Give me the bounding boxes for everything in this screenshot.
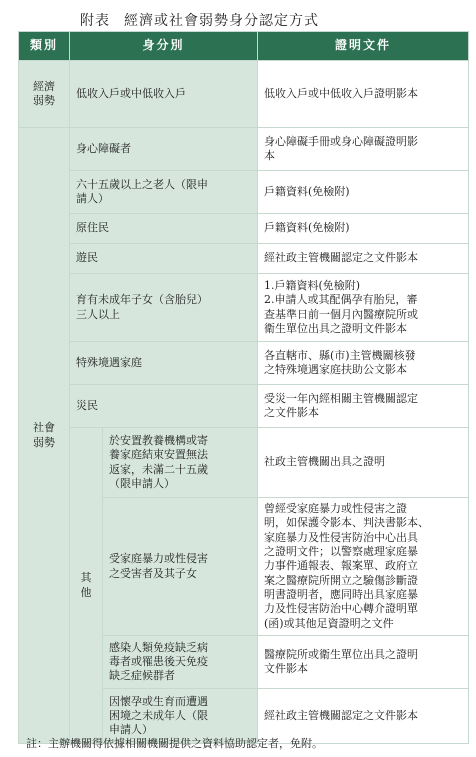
document-cell: 戶籍資料(免檢附) xyxy=(258,214,469,244)
table-row xyxy=(19,244,469,274)
table-row xyxy=(19,128,469,171)
subcategory-other: 其 他 xyxy=(70,428,103,744)
identity-cell: 原住民 xyxy=(70,214,258,244)
identity-cell: 特殊境遇家庭 xyxy=(70,342,258,385)
identity-cell: 六十五歲以上之老人（限申 請人） xyxy=(70,171,258,214)
document-cell: 曾經受家庭暴力或性侵害之證 明，如保護令影本、判決書影本、 家庭暴力及性侵害防治中心出具 之證明文件；以警察處理家庭暴 力事件通報表、報案單、政府立 案之醫療院所開立之驗傷診斷證 明書證明者，應同時出具家庭暴 力及性侵害防治中心轉介證明單 (函)或其他足資證明之文件 xyxy=(258,498,469,636)
table-row xyxy=(19,274,469,342)
table-row xyxy=(19,214,469,244)
caption-prefix: 附表 xyxy=(80,13,110,29)
document-cell: 身心障礙手冊或身心障礙證明影 本 xyxy=(258,128,469,171)
table-row xyxy=(19,428,469,498)
table-caption xyxy=(80,10,319,30)
document-cell: 經社政主管機關認定之文件影本 xyxy=(258,244,469,274)
identity-cell: 遊民 xyxy=(70,244,258,274)
identity-cell: 育有未成年子女（含胎兒） 三人以上 xyxy=(70,274,258,342)
document-cell: 各直轄市、縣(市)主管機關核發 之特殊境遇家庭扶助公文影本 xyxy=(258,342,469,385)
category-economic: 經濟 弱勢 xyxy=(19,61,70,128)
table-row xyxy=(19,385,469,428)
table-row xyxy=(19,342,469,385)
identity-cell: 低收入戶或中低收入戶 xyxy=(70,61,258,128)
document-cell: 1.戶籍資料(免檢附) 2.申請人或其配偶孕有胎兒，審 查基準日前一個月內醫療院所或 衛生單位出具之證明文件影本 xyxy=(258,274,469,342)
identity-cell: 災民 xyxy=(70,385,258,428)
document-cell: 低收入戶或中低收入戶證明影本 xyxy=(258,61,469,128)
document-cell: 戶籍資料(免檢附) xyxy=(258,171,469,214)
table-row xyxy=(19,61,469,128)
identity-cell: 感染人類免疫缺乏病 毒者或罹患後天免疫 缺乏症候群者 xyxy=(103,636,258,689)
document-cell: 社政主管機關出具之證明 xyxy=(258,428,469,498)
document-cell: 醫療院所或衛生單位出具之證明 文件影本 xyxy=(258,636,469,689)
identity-cell: 身心障礙者 xyxy=(70,128,258,171)
identity-cell: 因懷孕或生育而遭遇 困境之未成年人（限 申請人） xyxy=(103,689,258,744)
identity-cell: 於安置教養機構或寄 養家庭結束安置無法 返家，未滿二十五歲 （限申請人） xyxy=(103,428,258,498)
category-social: 社會 弱勢 xyxy=(19,128,70,744)
document-cell: 受災一年內經相關主管機關認定 之文件影本 xyxy=(258,385,469,428)
header-row xyxy=(19,32,469,61)
table-row xyxy=(19,171,469,214)
header-identity: 身分別 xyxy=(70,32,258,61)
caption-title: 經濟或社會弱勢身分認定方式 xyxy=(124,13,319,29)
header-category: 類別 xyxy=(19,32,70,61)
header-document: 證明文件 xyxy=(258,32,469,61)
identity-cell: 受家庭暴力或性侵害 之受害者及其子女 xyxy=(103,498,258,636)
footnote: 註：主辦機關得依據相關機關提供之資料協助認定者，免附。 xyxy=(26,737,323,750)
document-cell: 經社政主管機關認定之文件影本 xyxy=(258,689,469,744)
identity-table xyxy=(18,31,469,744)
